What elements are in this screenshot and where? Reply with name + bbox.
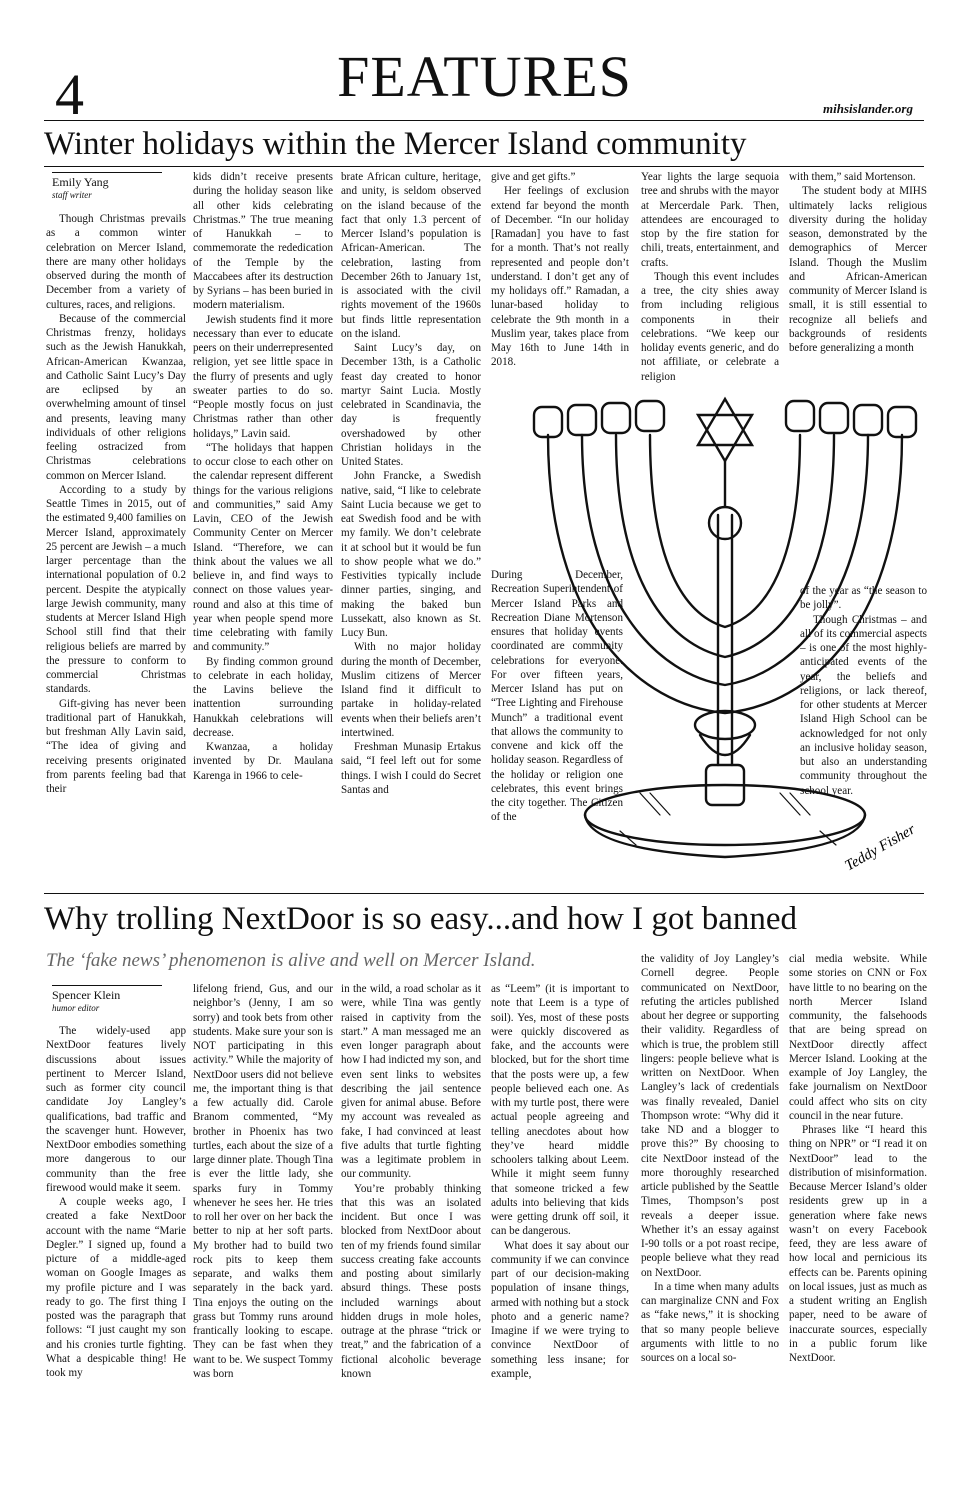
paragraph: brate African culture, heritage, and unity, is seldom observed on the island because of the fact that only 1.3 percent of Mercer Island’s population is African-American. The celebration, lasting from December 26th to January 1st, is associated with the civil rights movement of the 1960s but finds little representation on the island. — [341, 171, 481, 340]
article1-column-5-top — [641, 170, 779, 392]
article2-column-4 — [491, 982, 629, 1460]
base-hatching — [620, 793, 836, 845]
article1-headline: Winter holidays within the Mercer Island community — [44, 126, 747, 162]
paragraph: In a time when many adults can marginalize CNN and Fox as “fake news,” it is shocking that so many people believe arguments with little to no sources on a local so- — [641, 1280, 779, 1364]
paragraph: The widely-used app NextDoor features lively discussions about issues pertinent to Mercer Island, such as former city council candidate Joy Langley’s qualifications, bad traffic and the scavenger hunt. However, NextDoor embodies something more dangerous to our community than the free firewood would make it seem. — [46, 1025, 186, 1194]
article2-column-5 — [641, 952, 779, 1460]
paragraph: During December, Recreation Superintendent of Mercer Island Parks and Recreation Diane Mortenson ensures that holiday events coordinated are community celebrations for everyone. For over fifteen years, Mercer Island has put on “Tree Lighting and Firehouse Munch” a traditional event that allows the community to convene and kick off the holiday season. Regardless of the holiday or religion one celebrates, this event brings the city together. The Citizen of the — [491, 569, 623, 824]
section-title: FEATURES — [337, 44, 632, 109]
author-name: Spencer Klein — [52, 988, 121, 1002]
paragraph: With no major holiday during the month of December, Muslim citizens of Mercer Island find it difficult to partake in holiday-related events when their beliefs aren’t intertwined. — [341, 641, 481, 739]
paragraph: Kwanzaa, a holiday invented by Dr. Maulana Karenga in 1966 to cele- — [193, 741, 333, 782]
paragraph: with them,” said Mortenson. — [789, 171, 916, 183]
paragraph: lifelong friend, Gus, and our neighbor’s (Jenny, I am so sorry) and took bets from other students. Make sure your son is NOT participating in this activity.” While the majority of NextDoor users did not believe me, the important thing is that a few actually did. Carole Branom commented, “My brother in Phoenix has two turtles, each about the size of a large dinner plate. Though Tina is ever the little lady, she sparks fury in Tommy whenever he sees her. He tries to roll her over on her back the better to nip at her soft parts. My brother had to build two rock pits to keep them separate, and walks them separately in the back yard. Tina enjoys the outing on the grass but Tommy runs around frantically looking to escape. They can be fast when they want to be. We suspect Tommy was born — [193, 983, 333, 1380]
paragraph: Though Christmas – and all of its commercial aspects – is one of the most highly-anticipated events of the year, the beliefs and religions, or lack thereof, for other students at Mercer Island High School can be acknowledged for not only an inclusive holiday season, but also an understanding community throughout the school year. — [800, 613, 927, 797]
menorah-illustration — [520, 395, 930, 875]
paragraph: A couple weeks ago, I created a fake NextDoor account with the name “Marie Degler.” I signed up, found a picture of a middle-aged woman on Google Images as my profile picture and I was ready to go. The first thing I posted was the paragraph that follows: “I just caught my son and his cronies turtle fighting. What a despicable thing! He took my — [46, 1196, 186, 1379]
paragraph: Saint Lucy’s day, on December 13th, is a Catholic feast day created to honor martyr Saint Lucia. Mostly celebrated in Scandinavia, the day is frequently overshadowed by other Christian holidays in the United States. — [341, 342, 481, 468]
article1-column-1 — [46, 212, 186, 874]
article1-column-6-top — [789, 170, 927, 392]
article1-column-4-top — [491, 170, 629, 392]
article2-column-6 — [789, 952, 927, 1460]
author-role: humor editor — [52, 1002, 100, 1013]
headline-rule — [44, 166, 924, 167]
paragraph: give and get gifts.” — [491, 171, 576, 183]
star-of-david-icon — [698, 399, 752, 461]
menorah-base — [585, 785, 865, 845]
article2-column-3 — [341, 982, 481, 1460]
page-number: 4 — [55, 62, 84, 127]
paragraph: Year lights the large sequoia tree and shrubs with the mayor at Mercerdale Park. Then, attendees are encouraged to stop by the fire station for chili, treats, entertainment, and crafts. — [641, 171, 779, 269]
site-link[interactable]: mihsislander.org — [823, 101, 913, 116]
paragraph: According to a study by Seattle Times in 2015, out of the estimated 9,400 families on Mercer Island, approximately 25 percent are Jewish – a much larger percentage than the international population of 0.2 percent. Despite the atypically large Jewish community, many students at Mercer Island High School still find that their religious beliefs are marred by the pressure to conform to commercial Christmas standards. — [46, 483, 186, 696]
paragraph: Phrases like “I heard this thing on NPR” or “I read it on NextDoor” lead to the distribution of misinformation. Because Mercer Island’s older residents grew up in a generation where fake news wasn’t on every Facebook feed, they are less aware of how local and pernicious its effects can be. Parents opining on local issues, just as much as a student writing an English paper, need to be aware of inaccurate sources, especially in a public forum like NextDoor. — [789, 1124, 927, 1364]
article2-headline: Why trolling NextDoor is so easy...and how I got banned — [44, 901, 798, 937]
article2-column-2 — [193, 982, 333, 1460]
paragraph: By finding common ground to celebrate in each holiday, the Lavins believe the inattention surrounding Hanukkah celebrations will decrease. — [193, 655, 333, 739]
masthead-rule — [44, 120, 924, 121]
article1-column-2 — [193, 170, 333, 874]
paragraph: Though Christmas prevails as a common winter celebration on Mercer Island, there are many other holidays observed during the month of December from a variety of cultures, races, and religions. — [46, 213, 186, 311]
paragraph: “The holidays that happen to occur close to each other on the calendar represent different things for the various religions and communities,” said Amy Lavin, CEO of the Jewish Community Center on Mercer Island. “Therefore, we can think about the values we all believe in, and find ways to connect on those values year-round and also at this time of year when people spend more time celebrating with family and community.” — [193, 441, 333, 654]
article2-column-1 — [46, 1024, 186, 1460]
article-divider — [44, 893, 924, 894]
paragraph: the validity of Joy Langley’s Cornell degree. People communicated on NextDoor, refuting the articles published about her degree or supporting their validity. Regardless of which is true, the problem still lingers: people believe what is written on NextDoor. When Langley’s lack of credentials was finally revealed, Daniel Thompson wrote: “Why did it take ND and a blogger to prove this?” By choosing to cite NextDoor instead of the more thoroughly researched article published by the Seattle Times, Thompson’s post reveals a deeper issue. Whether it’s an essay against I-90 tolls or a pot roast recipe, people believe what they read on NextDoor. — [641, 953, 779, 1279]
paragraph: kids didn’t receive presents during the holiday season like all other kids celebrating Christmas.” The true meaning of Hanukkah – to commemorate the rededication of the Temple by the Maccabees after its destruction by Syrians – has been buried in modern materialism. — [193, 171, 333, 312]
paragraph: as “Leem” (it is important to note that Leem is a type of soil). Yes, most of these posts were quickly discovered as fake, and the accounts were blocked, but for the short time that the posts were up, a few people believed each one. As with my turtle post, there were actual people agreeing and telling anecdotes about how they’ve heard middle schoolers talking about Leem. While it might seem funny that someone tricked a few adults into believing that kids were getting drunk off soil, it can be dangerous. — [491, 983, 629, 1238]
paragraph: Jewish students find it more necessary than ever to educate peers on their underrepresented religion, yet see little space in the flurry of presents and ugly sweater parties to do so. “People mostly focus on just Christmas rather than other holidays,” Lavin said. — [193, 313, 333, 440]
paragraph: Though this event includes a tree, the city shies away from including religious components in their celebrations. “We keep our holiday events generic, and do not affiliate, or celebrate a religion — [641, 270, 779, 383]
paragraph: The student body at MIHS ultimately lacks religious diversity during the holiday season, demonstrated by the demographics of Mercer Island. Though the Muslim and African-American community of Mercer Island is small, it is still essential to recognize all beliefs and backgrounds of residents before generalizing a month — [789, 185, 927, 354]
paragraph: What does it say about our community if we can convince part of our decision-making population of insane things, armed with nothing but a stock photo and a generic name? Imagine if we were trying to convince NextDoor of something less insane; for example, — [491, 1239, 629, 1380]
article1-byline — [52, 172, 162, 200]
paragraph: Freshman Munasip Ertakus said, “I feel left out for some things. I wish I could do Secret Santas and — [341, 741, 481, 796]
illustrator-signature: Teddy Fisher — [842, 821, 919, 875]
paragraph: John Francke, a Swedish native, said, “I like to celebrate Saint Lucia because we get to eat Swedish food and be with my family. We don’t celebrate it at school but it would be fun to show people what we do.” Festivities typically include dinner parties, singing, and making the baked bun Lussekatt, also known as St. Lucy Bun. — [341, 470, 481, 639]
menorah-knob — [695, 711, 755, 739]
paragraph: Her feelings of exclusion extend far beyond the month of December. “In our holiday [Ramadan] you have to fast for a month. That’s not really represented and people don’t understand. I don’t get any of my holidays off.” Ramadan, a lunar-based holiday to celebrate the 9th month in a Muslim year, takes place from May 16th to June 14th in 2018. — [491, 185, 629, 369]
paragraph: in the wild, a road scholar as it were, while Tina was gently raised in captivity from the start.” A man messaged me an even longer paragraph about how I had indicted my son, and even sent links to websites describing the jail sentence given for animal abuse. Before my account was revealed as fake, I had convinced at least five adults that turtle fighting was a legitimate problem in our community. — [341, 983, 481, 1181]
article1-column-3 — [341, 170, 481, 874]
paragraph: cial media website. While some stories on CNN or Fox have little to no bearing on the north Mercer Island community, the falsehoods that are being spread on NextDoor directly affect Mercer Island. Looking at the example of Joy Langley, the fake journalism on NextDoor could affect who sits on city council in the near future. — [789, 953, 927, 1122]
paragraph: You’re probably thinking that this was an isolated incident. But once I was blocked from NextDoor about ten of my friends found similar success creating fake accounts and posting about similarly absurd things. These posts included warnings about hidden drugs in mole holes, outrage at the phrase “trick or treat,” and the fabrication of a fictional alcoholic beverage known — [341, 1182, 481, 1380]
paragraph: Because of the commercial Christmas frenzy, holidays such as the Jewish Hanukkah, African-American Kwanzaa, and Catholic Saint Lucy’s Day are eclipsed by an overwhelming amount of tinsel and presents, leaving many individuals of other religions feeling ostracized from Christmas celebrations common on Mercer Island. — [46, 312, 186, 482]
article2-deck: The ‘fake news’ phenomenon is alive and well on Mercer Island. — [46, 950, 536, 971]
paragraph: of the year as “the season to be jolly”. — [800, 585, 927, 612]
paragraph: Gift-giving has never been traditional part of Hanukkah, but freshman Ally Lavin said, “The idea of giving and receiving presents originated from parents feeling bad that their — [46, 697, 186, 795]
author-role: staff writer — [52, 189, 92, 200]
article2-byline — [52, 985, 162, 1013]
author-name: Emily Yang — [52, 175, 109, 189]
